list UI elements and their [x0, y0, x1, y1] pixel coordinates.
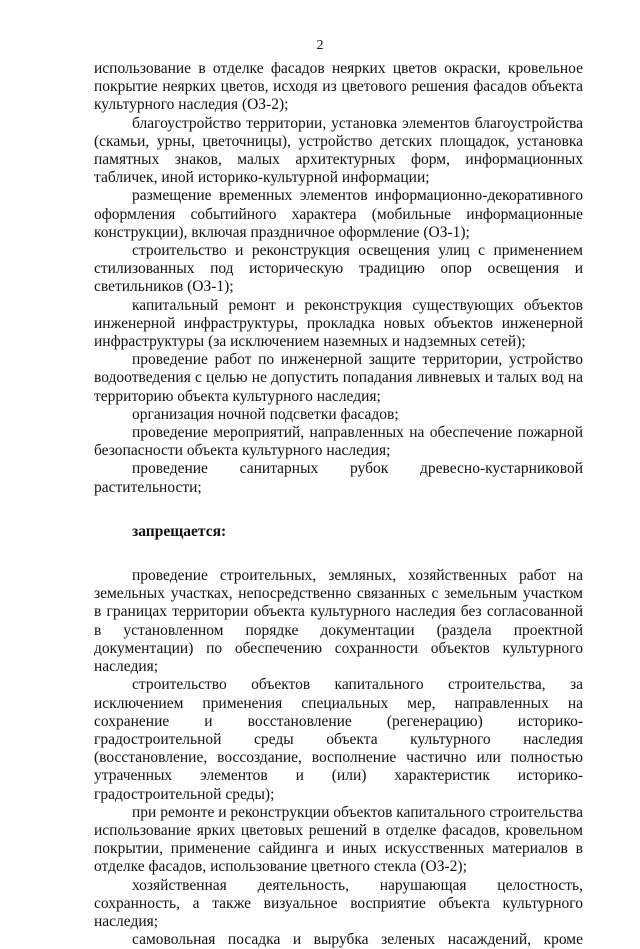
prohibited-item: самовольная посадка и вырубка зеленых насаждений, кроме [132, 931, 583, 949]
allowed-item: проведение мероприятий, направленных на обеспечение пожарной безопасности объекта культурного наследия; [94, 424, 583, 460]
prohibited-item: строительство объектов капитального строительства, за исключением применения специальных мер, направленных на сохранение и восстановление (регенерацию) историко-градостроительной среды объекта культурного наследия (восстановление, воссоздание, восполнение частично или полностью утраченных элементов и (или) характеристик историко-градостроительной среды); [94, 676, 583, 803]
document-body [94, 60, 583, 949]
prohibited-heading: запрещается: [132, 522, 227, 540]
allowed-item: размещение временных элементов информационно-декоративного оформления событийного характера (мобильные информационные конструкции), включая праздничное оформление (ОЗ-1); [94, 187, 583, 241]
prohibited-item: проведение строительных, земляных, хозяйственных работ на земельных участках, непосредственно связанных с земельным участком в границах территории объекта культурного наследия без согласованной в установленном порядке документации (раздела проектной документации) по обеспечению сохранности объектов культурного наследия; [94, 567, 583, 676]
prohibited-item: при ремонте и реконструкции объектов капитального строительства использование ярких цветовых решений в отделке фасадов, кровельном покрытии, применение сайдинга и иных искусственных материалов в отделке фасадов, использование цветного стекла (ОЗ-2); [94, 803, 583, 876]
allowed-item: проведение работ по инженерной защите территории, устройство водоотведения с целью не допустить попадания ливневых и талых вод на территорию объекта культурного наследия; [94, 351, 583, 405]
page-number: 2 [316, 38, 324, 53]
allowed-item: организация ночной подсветки фасадов; [132, 405, 399, 423]
prohibited-item: хозяйственная деятельность, нарушающая целостность, сохранность, а также визуальное восприятие объекта культурного наследия; [94, 876, 583, 930]
allowed-item: капитальный ремонт и реконструкция существующих объектов инженерной инфраструктуры, прокладка новых объектов инженерной инфраструктуры (за исключением наземных и надземных сетей); [94, 296, 583, 351]
allowed-item: благоустройство территории, установка элементов благоустройства (скамьи, урны, цветочницы), устройство детских площадок, установка памятных знаков, малых архитектурных форм, информационных табличек, иной историко-культурной информации; [94, 114, 583, 187]
allowed-item: проведение санитарных рубок древесно-кустарниковой растительности; [94, 460, 583, 496]
allowed-item: строительство и реконструкция освещения улиц с применением стилизованных под историческую традицию опор освещения и светильников (ОЗ-1); [94, 242, 583, 296]
allowed-item: использование в отделке фасадов неярких цветов окраски, кровельное покрытие неярких цветов, исходя из цветового решения фасадов объекта культурного наследия (ОЗ-2); [94, 60, 583, 114]
